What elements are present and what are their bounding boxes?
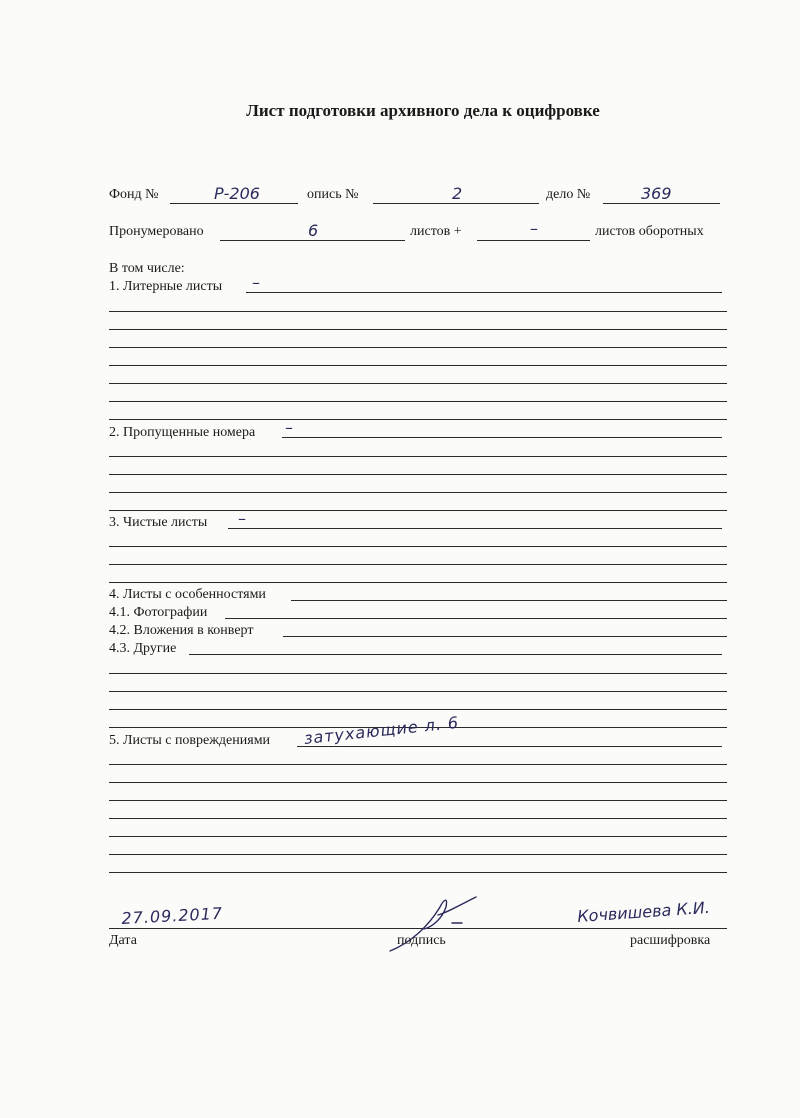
sheets-plus-label: листов + (410, 224, 462, 239)
section-2-label: 2. Пропущенные номера (109, 425, 256, 440)
section-2-value: – (285, 418, 293, 437)
signature-label: подпись (397, 933, 446, 948)
blank-line (109, 709, 727, 710)
section-5-label: 5. Листы с повреждениями (109, 733, 271, 748)
decode-label: расшифровка (630, 933, 711, 948)
blank-line (109, 818, 727, 819)
fond-underline (170, 203, 298, 204)
blank-line (109, 691, 727, 692)
page-title: Лист подготовки архивного дела к оцифровке (246, 101, 600, 120)
blank-line (109, 582, 727, 583)
blank-line (109, 564, 727, 565)
section-4-2-underline (283, 636, 727, 637)
fond-label: Фонд № (109, 187, 159, 202)
blank-line (109, 419, 727, 420)
blank-line (109, 383, 727, 384)
section-3-value: – (238, 509, 246, 528)
reverse-underline (477, 240, 590, 241)
blank-line (109, 492, 727, 493)
blank-line (109, 329, 727, 330)
numbered-value: 6 (308, 221, 319, 240)
section-4-1-label: 4.1. Фотографии (109, 605, 208, 620)
section-1-underline (246, 292, 722, 293)
opis-label: опись № (307, 187, 359, 202)
section-4-3-underline (189, 654, 722, 655)
opis-underline (373, 203, 539, 204)
section-5-value: затухающие л. 6 (303, 712, 460, 748)
section-1-value: – (252, 273, 260, 292)
blank-line (109, 872, 727, 873)
numbered-underline (220, 240, 405, 241)
delo-underline (603, 203, 720, 204)
section-4-2-label: 4.2. Вложения в конверт (109, 623, 254, 638)
including-label: В том числе: (109, 261, 185, 276)
section-4-underline (291, 600, 727, 601)
date-label: Дата (109, 933, 137, 948)
section-4-label: 4. Листы с особенностями (109, 587, 266, 602)
blank-line (109, 456, 727, 457)
delo-value: 369 (641, 184, 672, 203)
blank-line (109, 764, 727, 765)
delo-label: дело № (546, 187, 591, 202)
section-4-1-underline (225, 618, 727, 619)
opis-value: 2 (452, 184, 463, 203)
decode-value: Кочвишева К.И. (576, 897, 711, 926)
blank-line (109, 401, 727, 402)
blank-line (109, 800, 727, 801)
blank-line (109, 311, 727, 312)
blank-line (109, 782, 727, 783)
section-5-underline (297, 746, 722, 747)
blank-line (109, 673, 727, 674)
reverse-label: листов оборотных (595, 224, 704, 239)
reverse-value: – (530, 219, 538, 238)
blank-line (109, 365, 727, 366)
blank-line (109, 546, 727, 547)
date-value: 27.09.2017 (121, 903, 224, 928)
fond-value: Р-206 (214, 184, 260, 203)
blank-line (109, 854, 727, 855)
section-3-underline (228, 528, 722, 529)
numbered-label: Пронумеровано (109, 224, 204, 239)
blank-line (109, 836, 727, 837)
blank-line (109, 347, 727, 348)
section-2-underline (282, 437, 722, 438)
section-3-label: 3. Чистые листы (109, 515, 208, 530)
section-4-3-label: 4.3. Другие (109, 641, 177, 656)
blank-line (109, 510, 727, 511)
blank-line (109, 474, 727, 475)
section-1-label: 1. Литерные листы (109, 279, 223, 294)
